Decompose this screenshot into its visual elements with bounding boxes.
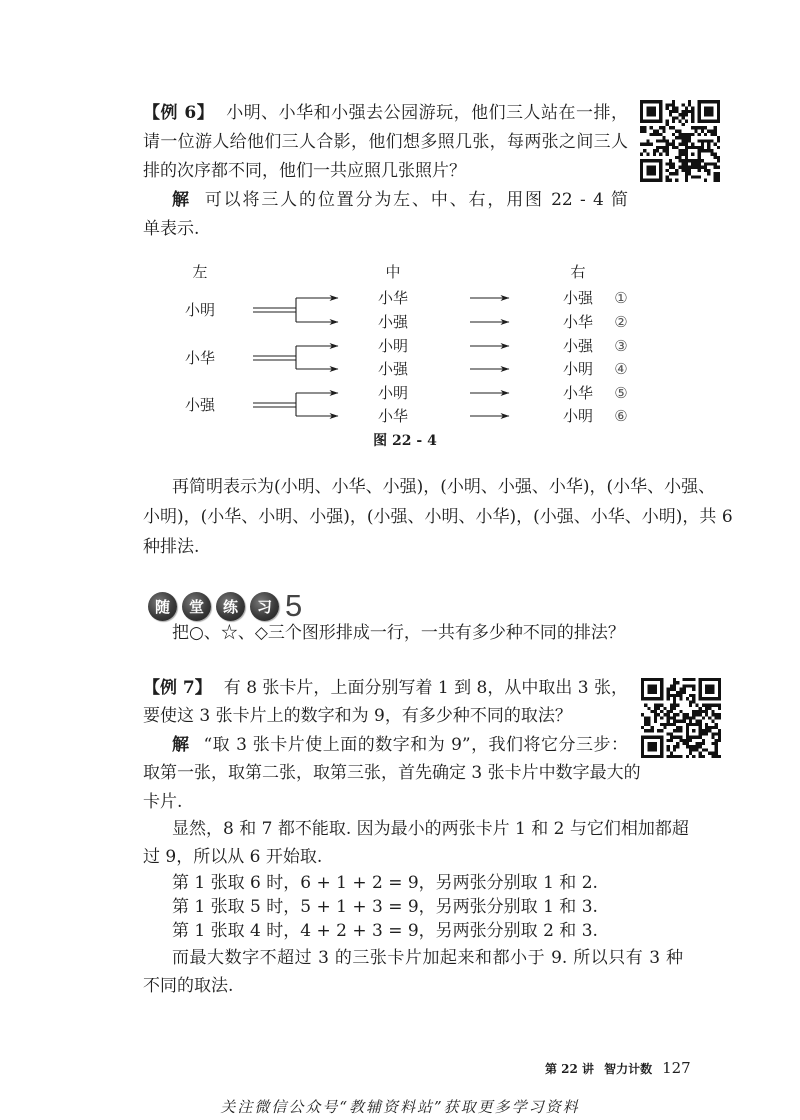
practice-badge: 习 [250,592,279,621]
example-6-solution-line [172,188,628,212]
page-number: 127 [662,1059,691,1077]
example-7-solution-line: 取第一张，取第二张，取第三张，首先确定 3 张卡片中数字最大的 [143,763,641,783]
example-7-solution-line [172,733,628,757]
example-6-summary-line: 再简明表示为(小明、小华、小强)，(小明、小强、小华)，(小华、小强、 [172,477,716,497]
practice-badge: 随 [148,592,177,621]
example-6-summary-line: 种排法. [143,537,200,557]
diagram-right-name: 小明 [562,407,594,425]
example-7-solution-line: 卡片. [143,792,183,812]
diagram-header-middle: 中 [385,263,401,281]
example-7-solution-line: 过 9，所以从 6 开始取. [143,847,323,867]
arrangement-number: ④ [614,360,628,378]
practice-badge: 练 [216,592,245,621]
diagram-right-name: 小强 [562,289,594,307]
diagram-middle-name: 小强 [377,360,409,378]
practice-heading [148,590,302,622]
diagram-right-name: 小华 [562,313,594,331]
diagram-left-name: 小华 [184,349,216,367]
example-7-solution-text: “取 3 张卡片使上面的数字和为 9”，我们将它分三步： [203,735,628,755]
arrangement-number: ③ [614,337,628,355]
example-6-solution-line: 单表示. [143,219,200,239]
practice-number: 5 [285,588,303,623]
diagram-middle-name: 小华 [377,289,409,307]
example-6-solution-text: 可以将三人的位置分为左、中、右，用图 22 - 4 简 [204,190,629,210]
diagram-header-left: 左 [192,263,208,281]
example-7-solution-line: 第 1 张取 5 时，5 + 1 + 3 = 9，另两张分别取 1 和 3. [172,897,598,917]
example-6-problem-line: 排的次序都不同，他们一共应照几张照片？ [143,161,466,181]
example-7-solution-line: 显然，8 和 7 都不能取. 因为最小的两张卡片 1 和 2 与它们相加都超 [172,819,689,839]
example-7-label: 【例 7】 [143,678,212,698]
example-6-summary-line: 小明)，(小华、小明、小强)，(小强、小明、小华)，(小强、小华、小明)，共 6 [143,507,733,527]
example-7-solution-line: 第 1 张取 6 时，6 + 1 + 2 = 9，另两张分别取 1 和 2. [172,873,598,893]
example-7-solution-line: 而最大数字不超过 3 的三张卡片加起来和都小于 9. 所以只有 3 种 [172,948,683,968]
example-7-solution-line: 不同的取法. [143,976,234,996]
diagram-right-name: 小强 [562,337,594,355]
watermark-text: 关注微信公众号“教辅资料站”获取更多学习资料 [220,1098,580,1116]
diagram-right-name: 小明 [562,360,594,378]
diagram-middle-name: 小华 [377,407,409,425]
arrangement-number: ⑥ [614,407,628,425]
diagram-middle-name: 小明 [377,384,409,402]
example-6-label: 【例 6】 [143,103,215,123]
arrangement-number: ① [614,289,628,307]
diagram-middle-name: 小明 [377,337,409,355]
example-6-problem-text: 小明、小华和小强去公园游玩，他们三人站在一排， [226,103,628,123]
practice-question: 把○、☆、◇三个图形排成一行，一共有多少种不同的排法？ [172,623,625,643]
example-7-problem-text: 有 8 张卡片，上面分别写着 1 到 8，从中取出 3 张， [223,678,629,698]
qr-code [640,100,720,182]
lecture-label: 第 22 讲 [545,1062,595,1076]
page-footer [545,1058,691,1079]
qr-code [641,678,721,758]
arrangement-diagram [0,255,800,455]
lecture-topic: 智力计数 [604,1062,653,1076]
figure-caption: 图 22 - 4 [373,433,437,449]
example-7-solution-line: 第 1 张取 4 时，4 + 2 + 3 = 9，另两张分别取 2 和 3. [172,921,598,941]
example-6-problem-line: 请一位游人给他们三人合影，他们想多照几张，每两张之间三人 [143,132,628,152]
example-7-problem-line: 要使这 3 张卡片上的数字和为 9，有多少种不同的取法？ [143,706,572,726]
arrangement-number: ⑤ [614,384,628,402]
diagram-left-name: 小强 [184,396,216,414]
solution-label: 解 [172,735,190,755]
example-6-problem-line [143,101,628,125]
diagram-left-name: 小明 [184,301,216,319]
diagram-right-name: 小华 [562,384,594,402]
diagram-header-right: 右 [570,263,586,281]
arrangement-number: ② [614,313,628,331]
diagram-middle-name: 小强 [377,313,409,331]
practice-badge: 堂 [182,592,211,621]
solution-label: 解 [172,190,191,210]
example-7-problem-line [143,676,628,700]
